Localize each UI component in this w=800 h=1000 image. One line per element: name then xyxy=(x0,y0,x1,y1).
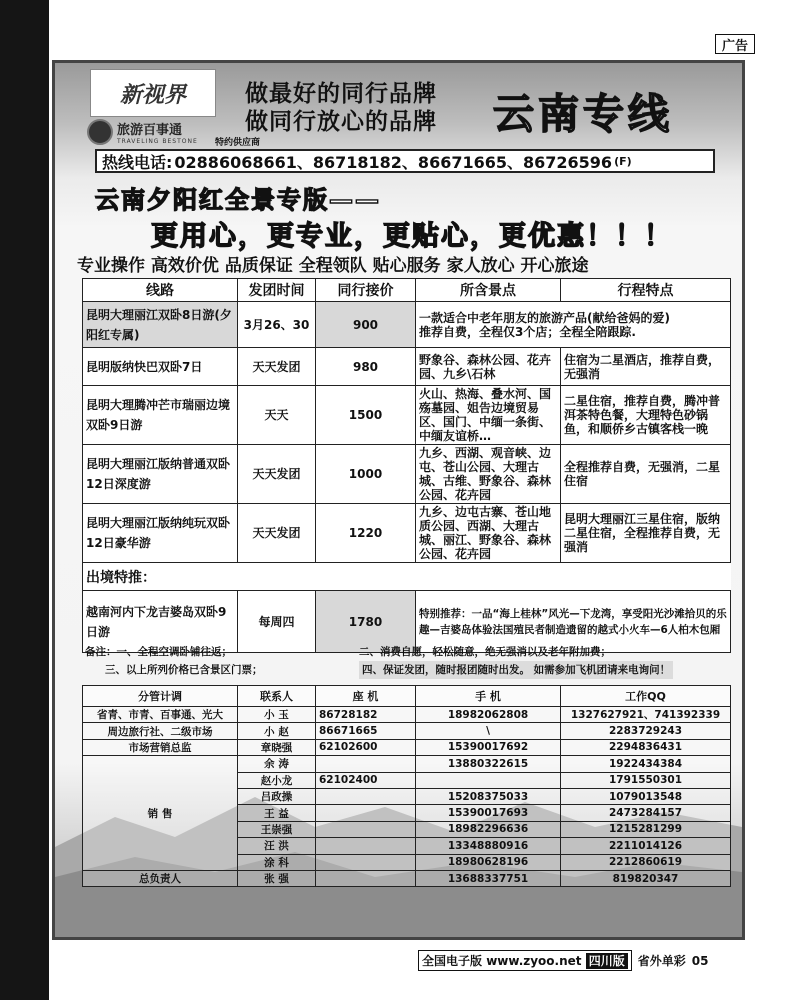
slogan-2: 做同行放心的品牌 xyxy=(245,109,437,135)
phone-cell: 62102400 xyxy=(316,772,416,788)
phone-cell: 86671665 xyxy=(316,723,416,739)
name-cell: 章晓强 xyxy=(238,739,316,755)
mobile-cell xyxy=(416,772,561,788)
col-route: 线路 xyxy=(83,279,238,302)
mobile-cell: 13688337751 xyxy=(416,870,561,886)
phone-cell xyxy=(316,838,416,854)
name-cell: 小 赵 xyxy=(238,723,316,739)
name-cell: 余 涛 xyxy=(238,756,316,772)
dept-cell: 市场营销总监 xyxy=(83,739,238,755)
qq-cell: 1215281299 xyxy=(561,821,731,837)
date-cell: 天天发团 xyxy=(238,445,316,504)
table-row xyxy=(83,756,731,772)
phone-cell xyxy=(316,870,416,886)
phone-cell xyxy=(316,854,416,870)
spots-cell: 九乡、边屯古寨、苍山地质公园、西湖、大理古城、丽江、野象谷、森林公园、花卉园 xyxy=(416,504,561,563)
date-cell: 天天 xyxy=(238,386,316,445)
footer-url[interactable]: www.zyoo.net xyxy=(486,954,582,968)
phone-cell: 86728182 xyxy=(316,707,416,723)
desc-cell xyxy=(416,302,731,348)
col-date: 发团时间 xyxy=(238,279,316,302)
col-phone: 座 机 xyxy=(316,686,416,707)
ad-frame xyxy=(52,60,745,940)
spots-cell: 火山、热海、叠水河、国殇墓园、姐告边境贸易区、国门、中缅一条街、中缅友谊桥… xyxy=(416,386,561,445)
price-cell: 980 xyxy=(316,348,416,386)
note-4: 四、保证发团，随时报团随时出发。 如需参加飞机团请来电询问！ xyxy=(359,661,673,679)
features-cell: 二星住宿，推荐自费，腾冲普洱茶特色餐，大理特色砂锅鱼，和顺侨乡古镇客栈一晚 xyxy=(561,386,731,445)
dept-cell: 省青、市青、百事通、光大 xyxy=(83,707,238,723)
spots-cell: 九乡、西湖、观音峡、边屯、苍山公园、大理古城、古维、野象谷、森林公园、花卉园 xyxy=(416,445,561,504)
footer-section: 省外单彩 xyxy=(637,954,686,968)
mobile-cell: 18980628196 xyxy=(416,854,561,870)
qq-cell: 1791550301 xyxy=(561,772,731,788)
name-cell: 王 益 xyxy=(238,805,316,821)
price-cell: 1000 xyxy=(316,445,416,504)
table-row xyxy=(83,707,731,723)
page-footer xyxy=(418,950,708,971)
table-row xyxy=(83,870,731,886)
hotline-bar xyxy=(95,149,715,173)
qq-cell: 1327627921、741392339 xyxy=(561,707,731,723)
tour-table-header xyxy=(83,279,731,302)
table-row xyxy=(83,723,731,739)
price-cell: 900 xyxy=(316,302,416,348)
abroad-label: 出境特推： xyxy=(83,563,731,591)
mobile-cell: 15208375033 xyxy=(416,788,561,804)
features-cell: 昆明大理丽江三星住宿，版纳二星住宿，全程推荐自费，无强消 xyxy=(561,504,731,563)
sub-logo xyxy=(87,119,198,145)
note-2: 二、消费自愿，轻松随意，绝无强消以及老年附加费； xyxy=(359,646,611,658)
name-cell: 王崇强 xyxy=(238,821,316,837)
route-cell: 昆明大理腾冲芒市瑞丽边境双卧9日游 xyxy=(83,386,238,445)
mobile-cell: 13880322615 xyxy=(416,756,561,772)
route-cell: 昆明版纳快巴双卧7日 xyxy=(83,348,238,386)
qq-cell: 2283729243 xyxy=(561,723,731,739)
contact-table-header xyxy=(83,686,731,707)
notes xyxy=(85,643,725,679)
qq-cell: 1922434384 xyxy=(561,756,731,772)
footer-edition: 全国电子版 xyxy=(422,954,483,968)
phone-cell xyxy=(316,788,416,804)
name-cell: 张 强 xyxy=(238,870,316,886)
supplier-label: 特约供应商 xyxy=(215,138,261,148)
dept-cell: 周边旅行社、二级市场 xyxy=(83,723,238,739)
qq-cell: 2212860619 xyxy=(561,854,731,870)
table-row xyxy=(83,739,731,755)
date-cell: 3月26、30 xyxy=(238,302,316,348)
notes-row xyxy=(85,661,725,679)
sub-logo-text: 旅游百事通 xyxy=(117,123,183,138)
left-black-bar xyxy=(0,0,49,1000)
headline-2: 更用心，更专业，更贴心，更优惠！！！ xyxy=(151,221,673,252)
mobile-cell: 18982296636 xyxy=(416,821,561,837)
slogan-1: 做最好的同行品牌 xyxy=(245,81,437,107)
name-cell: 汪 洪 xyxy=(238,838,316,854)
sales-label: 销 售 xyxy=(83,756,238,871)
phone-cell xyxy=(316,821,416,837)
mobile-cell: 18982062808 xyxy=(416,707,561,723)
col-spots: 所含景点 xyxy=(416,279,561,302)
qq-cell: 819820347 xyxy=(561,870,731,886)
route-cell: 昆明大理丽江版纳普通双卧12日深度游 xyxy=(83,445,238,504)
col-price: 同行接价 xyxy=(316,279,416,302)
table-row xyxy=(83,504,731,563)
desc-line-2: 推荐自费，全程仅3个店；全程全陪跟踪. xyxy=(419,324,636,339)
mascot-icon xyxy=(87,119,113,145)
sub-logo-en: TRAVELING BESTONE xyxy=(117,138,198,145)
phone-cell: 62102600 xyxy=(316,739,416,755)
col-features: 行程特点 xyxy=(561,279,731,302)
phone-cell xyxy=(316,805,416,821)
headline-1: 云南夕阳红全景专版—— xyxy=(95,186,381,214)
page-number: 05 xyxy=(691,953,709,968)
brand-logo-text: 新视界 xyxy=(119,81,186,108)
brand-logo xyxy=(90,69,216,117)
price-cell: 1220 xyxy=(316,504,416,563)
date-cell: 天天发团 xyxy=(238,348,316,386)
col-dept: 分管计调 xyxy=(83,686,238,707)
route-cell: 昆明大理丽江双卧8日游(夕阳红专属) xyxy=(83,302,238,348)
desc-cell: 特别推荐：一品“海上桂林”风光—下龙湾，享受阳光沙滩拾贝的乐趣—吉婆岛体验法国殖民者制造遗留的越式小火车—6人柏木包厢 xyxy=(416,591,731,653)
spots-cell: 野象谷、森林公园、花卉园、九乡\石林 xyxy=(416,348,561,386)
table-row xyxy=(83,445,731,504)
col-qq: 工作QQ xyxy=(561,686,731,707)
desc-line-1: 一款适合中老年朋友的旅游产品(献给爸妈的爱) xyxy=(419,310,670,325)
features-cell: 住宿为二星酒店，推荐自费，无强消 xyxy=(561,348,731,386)
price-cell: 1780 xyxy=(316,591,416,653)
phone-cell xyxy=(316,756,416,772)
fax-mark: (F) xyxy=(614,154,632,168)
col-contact: 联系人 xyxy=(238,686,316,707)
table-row xyxy=(83,386,731,445)
feature-strip: 专业操作 高效价优 品质保证 全程领队 贴心服务 家人放心 开心旅途 xyxy=(77,256,589,276)
hotline-numbers: 02886068661、86718182、86671665、86726596 xyxy=(174,152,613,172)
footer-region: 四川版 xyxy=(586,953,628,969)
contact-table xyxy=(82,685,731,887)
col-mobile: 手 机 xyxy=(416,686,561,707)
notes-row xyxy=(85,643,725,661)
qq-cell: 2211014126 xyxy=(561,838,731,854)
dept-cell: 总负责人 xyxy=(83,870,238,886)
qq-cell: 2294836431 xyxy=(561,739,731,755)
footer-edition-box xyxy=(418,950,632,971)
qq-cell: 2473284157 xyxy=(561,805,731,821)
route-cell: 越南河内下龙吉婆岛双卧9日游 xyxy=(83,591,238,653)
mobile-cell: 13348880916 xyxy=(416,838,561,854)
big-title: 云南专线 xyxy=(493,90,673,138)
name-cell: 涂 科 xyxy=(238,854,316,870)
price-cell: 1500 xyxy=(316,386,416,445)
name-cell: 赵小龙 xyxy=(238,772,316,788)
name-cell: 小 玉 xyxy=(238,707,316,723)
note-3: 三、以上所列价格已含景区门票； xyxy=(105,664,263,676)
mobile-cell: 15390017692 xyxy=(416,739,561,755)
qq-cell: 1079013548 xyxy=(561,788,731,804)
mobile-cell: \ xyxy=(416,723,561,739)
hotline-label: 热线电话: xyxy=(102,152,173,172)
tour-table xyxy=(82,278,731,653)
mobile-cell: 15390017693 xyxy=(416,805,561,821)
table-row xyxy=(83,302,731,348)
route-cell: 昆明大理丽江版纳纯玩双卧12日豪华游 xyxy=(83,504,238,563)
note-1: 备注：一、全程空调卧铺往返； xyxy=(85,646,232,658)
date-cell: 天天发团 xyxy=(238,504,316,563)
name-cell: 吕政操 xyxy=(238,788,316,804)
table-row xyxy=(83,348,731,386)
features-cell: 全程推荐自费，无强消，二星住宿 xyxy=(561,445,731,504)
abroad-section-row xyxy=(83,563,731,591)
date-cell: 每周四 xyxy=(238,591,316,653)
ad-tag: 广告 xyxy=(715,34,755,54)
